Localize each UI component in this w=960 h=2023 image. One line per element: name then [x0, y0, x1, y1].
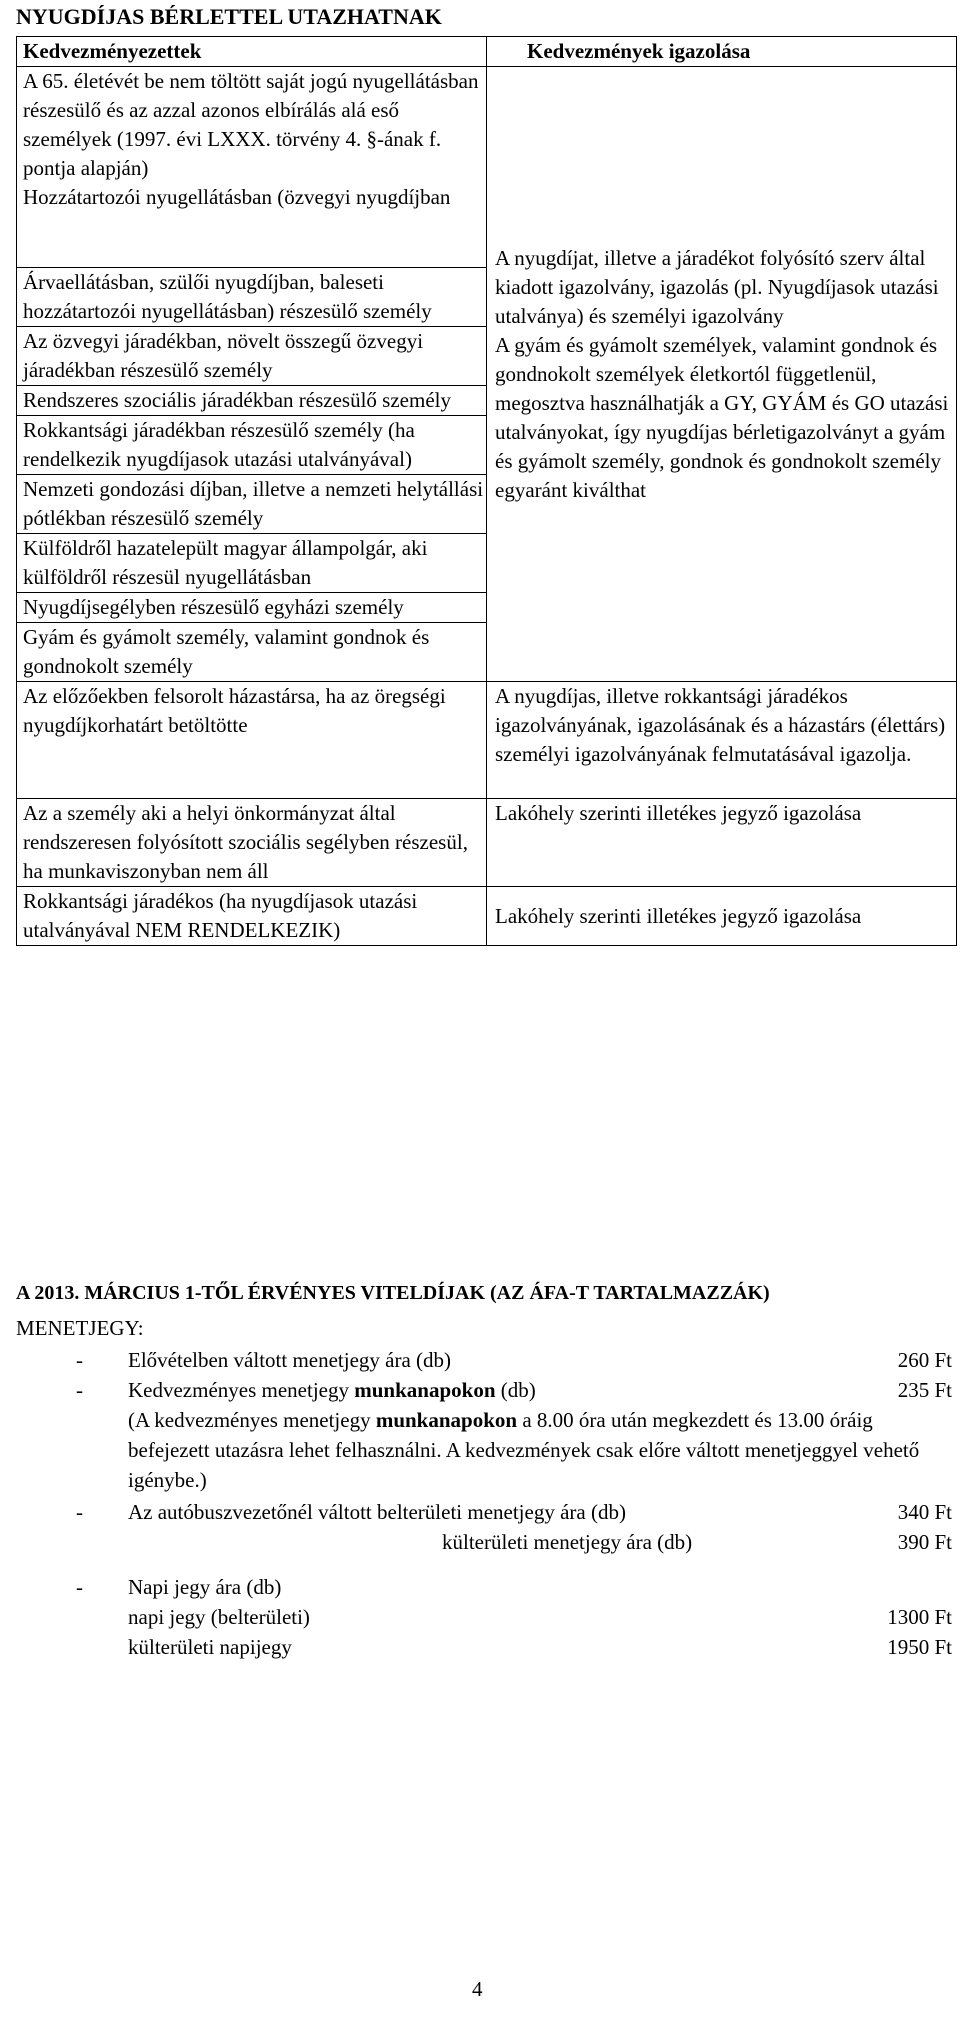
fare-price: 260 Ft	[897, 1348, 952, 1372]
beneficiary-text: Hozzátartozói nyugellátásban (özvegyi nyugdíjban	[23, 185, 451, 209]
beneficiary-cell: Az előzőekben felsorolt házastársa, ha az öregségi nyugdíjkorhatárt betöltötte	[17, 682, 487, 799]
fares-subtitle: MENETJEGY:	[16, 1316, 144, 1340]
beneficiary-cell: Az özvegyi járadékban, növelt összegű özvegyi járadékban részesülő személy	[17, 327, 487, 386]
table-row	[17, 682, 957, 799]
fare-price: 340 Ft	[897, 1500, 952, 1524]
fare-label: Napi jegy ára (db)	[128, 1575, 282, 1599]
fare-price: 1950 Ft	[887, 1635, 952, 1659]
list-dash: -	[76, 1378, 83, 1402]
fare-label: Elővételben váltott menetjegy ára (db)	[128, 1348, 452, 1372]
proof-text: A nyugdíjat, illetve a járadékot folyósító szerv által kiadott igazolvány, igazolás (pl. Nyugdíjasok utazási utalványa) és személyi igazolvány A gyám és gyámolt személyek, valamint gondnok és gondnokolt személyek életkortól függetlenül, megosztva használhatják a GY, GYÁM és GO utazási utalványokat, így nyugdíjas bérletigazolványt a gyám és gyámolt személy, gondnok és gondnokolt személy egyaránt kiválthat	[495, 245, 949, 502]
fare-price: 390 Ft	[897, 1530, 952, 1554]
fare-label	[128, 1375, 536, 1405]
fare-price: 1300 Ft	[887, 1605, 952, 1629]
beneficiary-cell	[17, 67, 487, 268]
table-header-row	[17, 37, 957, 67]
beneficiary-cell: Rendszeres szociális járadékban részesülő személy	[17, 386, 487, 416]
fare-price: 235 Ft	[897, 1378, 952, 1402]
header-beneficiaries: Kedvezményezettek	[17, 37, 487, 67]
beneficiary-cell: Árvaellátásban, szülői nyugdíjban, baleseti hozzátartozói nyugellátásban) részesülő személy	[17, 268, 487, 327]
list-dash: -	[76, 1348, 83, 1372]
beneficiary-cell: Nyugdíjsegélyben részesülő egyházi személy	[17, 593, 487, 623]
fare-row-daily-inner	[16, 1602, 952, 1632]
fare-label: napi jegy (belterületi)	[128, 1605, 310, 1629]
table-row	[17, 887, 957, 946]
fare-label-text: (db)	[495, 1378, 536, 1402]
page-number: 4	[472, 1977, 483, 2001]
fare-label-text: Kedvezményes menetjegy	[128, 1378, 355, 1402]
list-dash: -	[76, 1500, 83, 1524]
beneficiary-cell: Rokkantsági járadékban részesülő személy (ha rendelkezik nyugdíjasok utazási utalványával)	[17, 416, 487, 475]
beneficiary-cell: Az a személy aki a helyi önkormányzat által rendszeresen folyósított szociális segélyben részesül, ha munkaviszonyban nem áll	[17, 799, 487, 887]
beneficiary-cell: Külföldről hazatelepült magyar állampolgár, aki külföldről részesül nyugellátásban	[17, 534, 487, 593]
beneficiary-text: A 65. életévét be nem töltött saját jogú nyugellátásban részesülő és az azzal azonos elbírálás alá eső személyek (1997. évi LXXX. törvény 4. §-ának f. pontja alapján)	[23, 69, 479, 180]
proof-cell	[487, 67, 957, 682]
fare-note-bold: munkanapokon	[375, 1408, 518, 1432]
fare-label: Az autóbuszvezetőnél váltott belterületi menetjegy ára (db)	[128, 1500, 626, 1524]
fare-label: külterületi menetjegy ára (db)	[442, 1530, 693, 1554]
beneficiary-cell: Rokkantsági járadékos (ha nyugdíjasok utazási utalványával NEM RENDELKEZIK)	[17, 887, 487, 946]
proof-cell: Lakóhely szerinti illetékes jegyző igazolása	[487, 887, 957, 946]
proof-cell: A nyugdíjas, illetve rokkantsági járadékos igazolványának, igazolásának és a házastárs (élettárs) személyi igazolványának felmutatásával igazolja.	[487, 682, 957, 799]
proof-cell: Lakóhely szerinti illetékes jegyző igazolása	[487, 799, 957, 887]
header-proof: Kedvezmények igazolása	[487, 37, 957, 67]
table-row	[17, 799, 957, 887]
fare-row-outer	[16, 1527, 952, 1557]
benefits-table	[16, 36, 957, 946]
fare-row-daily-outer	[16, 1632, 952, 1662]
beneficiary-cell: Gyám és gyámolt személy, valamint gondnok és gondnokolt személy	[17, 623, 487, 682]
fare-note-text: a 8.00 óra után megkezdett és 13.00 óráig befejezett utazásra lehet felhasználni. A kedvezmények csak előre váltott menetjeggyel vehető igénybe.)	[128, 1408, 920, 1492]
fare-row-daily	[16, 1572, 952, 1602]
fare-note-text: (A kedvezményes menetjegy	[128, 1408, 376, 1432]
beneficiary-cell: Nemzeti gondozási díjban, illetve a nemzeti helytállási pótlékban részesülő személy	[17, 475, 487, 534]
fare-note	[128, 1405, 948, 1495]
fare-row-driver	[16, 1497, 952, 1527]
fare-label-bold: munkanapokon	[354, 1378, 496, 1402]
fare-row-presale	[16, 1345, 952, 1375]
list-dash: -	[76, 1575, 83, 1599]
table-row	[17, 67, 957, 268]
fare-row-discount	[16, 1375, 952, 1405]
page-title: NYUGDÍJAS BÉRLETTEL UTAZHATNAK	[16, 4, 442, 29]
fare-label: külterületi napijegy	[128, 1635, 292, 1659]
fares-title: A 2013. MÁRCIUS 1-TŐL ÉRVÉNYES VITELDÍJAK (AZ ÁFA-T TARTALMAZZÁK)	[16, 1282, 770, 1304]
